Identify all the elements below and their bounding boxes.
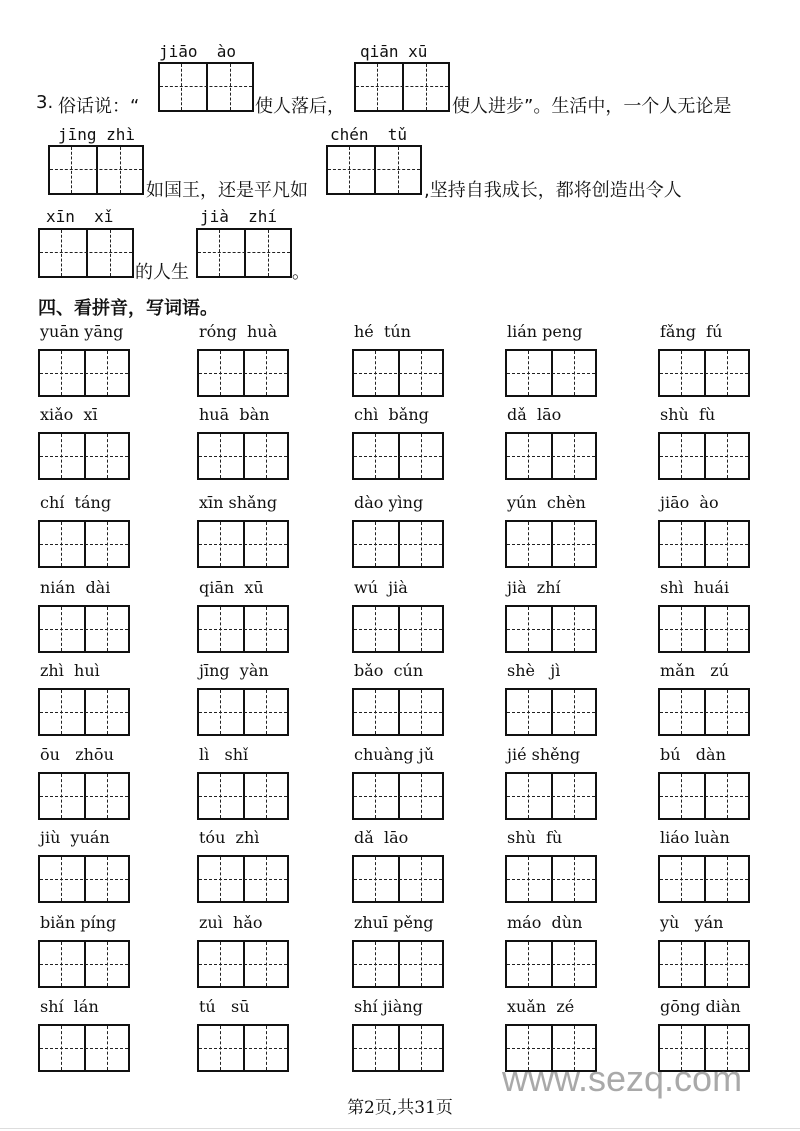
answer-grid[interactable] [352, 855, 444, 903]
answer-grid[interactable] [197, 605, 289, 653]
sentence-text: 使人进步”。生活中，一个人无论是 [452, 96, 732, 117]
answer-grid[interactable] [658, 605, 750, 653]
pinyin-label: nián dài [40, 578, 111, 597]
answer-grid[interactable] [352, 520, 444, 568]
pinyin-label: xiǎo xī [40, 405, 98, 424]
sentence-text: 使人落后， [255, 96, 345, 117]
section-heading: 四、看拼音，写词语。 [38, 298, 218, 319]
answer-grid[interactable] [38, 940, 130, 988]
sentence-text: 的人生 [135, 262, 189, 283]
answer-grid[interactable] [197, 432, 289, 480]
pinyin-label: lián peng [507, 322, 583, 341]
pinyin-label: xīn xǐ [46, 207, 114, 226]
pinyin-label: shí jiàng [354, 997, 423, 1016]
sentence-text: 。 [292, 262, 310, 283]
answer-grid[interactable] [505, 432, 597, 480]
pinyin-label: yún chèn [507, 493, 586, 512]
answer-grid[interactable] [658, 432, 750, 480]
answer-grid[interactable] [658, 855, 750, 903]
answer-grid[interactable] [505, 940, 597, 988]
answer-grid[interactable] [658, 940, 750, 988]
answer-grid[interactable] [196, 228, 292, 278]
pinyin-label: bú dàn [660, 745, 726, 764]
pinyin-label: jīng yàn [199, 661, 269, 680]
answer-grid[interactable] [38, 855, 130, 903]
pinyin-label: dǎ lāo [354, 828, 409, 847]
answer-grid[interactable] [38, 520, 130, 568]
sentence-text: 如国王，还是平凡如 [146, 180, 308, 201]
pinyin-label: qiān xū [199, 578, 264, 597]
answer-grid[interactable] [197, 688, 289, 736]
pinyin-label: jīng zhì [58, 125, 136, 144]
pinyin-label: zuì hǎo [199, 913, 263, 932]
pinyin-label: shí lán [40, 997, 99, 1016]
answer-grid[interactable] [197, 1024, 289, 1072]
answer-grid[interactable] [197, 772, 289, 820]
pinyin-label: huā bàn [199, 405, 270, 424]
answer-grid[interactable] [38, 228, 134, 278]
answer-grid[interactable] [197, 855, 289, 903]
answer-grid[interactable] [197, 349, 289, 397]
sentence-text: 俗话说：“ [58, 96, 140, 117]
answer-grid[interactable] [352, 772, 444, 820]
answer-grid[interactable] [505, 605, 597, 653]
pinyin-label: chì bǎng [354, 405, 429, 424]
pinyin-label: liáo luàn [660, 828, 730, 847]
answer-grid[interactable] [38, 688, 130, 736]
answer-grid[interactable] [326, 145, 422, 195]
pinyin-label: chén tǔ [330, 125, 408, 144]
pinyin-label: zhuī pěng [354, 913, 434, 932]
answer-grid[interactable] [505, 349, 597, 397]
answer-grid[interactable] [354, 62, 450, 112]
sentence-text: ,坚持自我成长，都将创造出令人 [424, 180, 682, 201]
pinyin-label: dào yìng [354, 493, 424, 512]
pinyin-label: róng huà [199, 322, 278, 341]
answer-grid[interactable] [38, 432, 130, 480]
pinyin-label: xuǎn zé [507, 997, 575, 1016]
answer-grid[interactable] [505, 520, 597, 568]
pinyin-label: jià zhí [507, 578, 561, 597]
answer-grid[interactable] [352, 432, 444, 480]
answer-grid[interactable] [38, 772, 130, 820]
answer-grid[interactable] [505, 855, 597, 903]
answer-grid[interactable] [38, 1024, 130, 1072]
pinyin-label: jié shěng [507, 745, 581, 764]
pinyin-label: jiāo ào [159, 42, 237, 61]
pinyin-label: jià zhí [200, 207, 278, 226]
pinyin-label: fǎng fú [660, 322, 723, 341]
answer-grid[interactable] [658, 349, 750, 397]
pinyin-label: shù fù [507, 828, 563, 847]
answer-grid[interactable] [352, 940, 444, 988]
pinyin-label: yuān yāng [40, 322, 124, 341]
answer-grid[interactable] [352, 605, 444, 653]
page-footer: 第2页,共31页 [347, 1098, 453, 1118]
answer-grid[interactable] [38, 349, 130, 397]
answer-grid[interactable] [197, 940, 289, 988]
pinyin-label: chuàng jǔ [354, 745, 435, 764]
answer-grid[interactable] [158, 62, 254, 112]
pinyin-label: lì shǐ [199, 745, 249, 764]
pinyin-label: bǎo cún [354, 661, 424, 680]
divider [0, 1128, 800, 1129]
pinyin-label: hé tún [354, 322, 411, 341]
answer-grid[interactable] [658, 520, 750, 568]
pinyin-label: mǎn zú [660, 661, 730, 680]
pinyin-label: qiān xū [360, 42, 428, 61]
pinyin-label: gōng diàn [660, 997, 741, 1016]
pinyin-label: shè jì [507, 661, 561, 680]
pinyin-label: dǎ lāo [507, 405, 562, 424]
pinyin-label: zhì huì [40, 661, 100, 680]
pinyin-label: jiù yuán [40, 828, 110, 847]
pinyin-label: ōu zhōu [40, 745, 114, 764]
pinyin-label: shì huái [660, 578, 730, 597]
answer-grid[interactable] [658, 688, 750, 736]
watermark: www.sezq.com [502, 1058, 743, 1099]
answer-grid[interactable] [352, 1024, 444, 1072]
pinyin-label: jiāo ào [660, 493, 719, 512]
pinyin-label: yù yán [660, 913, 724, 932]
question-number: 3. [36, 92, 54, 113]
pinyin-label: wú jià [354, 578, 408, 597]
answer-grid[interactable] [48, 145, 144, 195]
answer-grid[interactable] [38, 605, 130, 653]
answer-grid[interactable] [505, 688, 597, 736]
answer-grid[interactable] [505, 772, 597, 820]
answer-grid[interactable] [197, 520, 289, 568]
answer-grid[interactable] [352, 688, 444, 736]
answer-grid[interactable] [352, 349, 444, 397]
pinyin-label: xīn shǎng [199, 493, 278, 512]
pinyin-label: tú sū [199, 997, 250, 1016]
pinyin-label: biǎn píng [40, 913, 117, 932]
answer-grid[interactable] [658, 772, 750, 820]
pinyin-label: máo dùn [507, 913, 583, 932]
pinyin-label: chí táng [40, 493, 112, 512]
pinyin-label: tóu zhì [199, 828, 260, 847]
pinyin-label: shù fù [660, 405, 716, 424]
